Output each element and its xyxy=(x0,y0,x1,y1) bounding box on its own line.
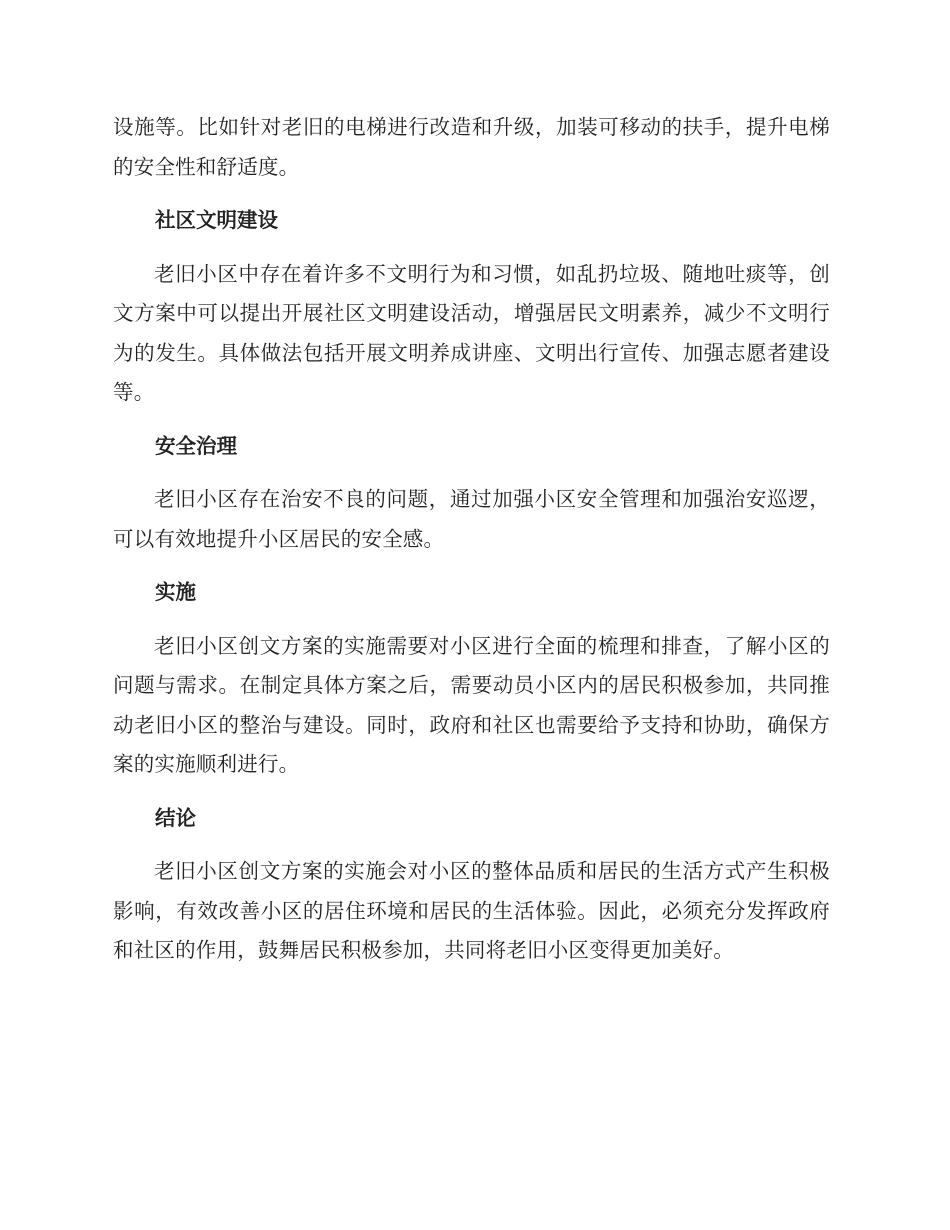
heading-civilization: 社区文明建设 xyxy=(155,208,278,232)
heading-conclusion: 结论 xyxy=(155,805,196,830)
paragraph-conclusion: 老旧小区创文方案的实施会对小区的整体品质和居民的生活方式产生积极影响，有效改善小区的居住环境和居民的生活体验。因此，必须充分发挥政府和社区的作用，鼓舞居民积极参加，共同将老旧小区变得更加美好。 xyxy=(113,859,830,962)
paragraph-intro: 设施等。比如针对老旧的电梯进行改造和升级，加装可移动的扶手，提升电梯的安全性和舒适度。 xyxy=(113,115,830,179)
heading-security: 安全治理 xyxy=(155,433,237,458)
paragraph-security: 老旧小区存在治安不良的问题，通过加强小区安全管理和加强治安巡逻，可以有效地提升小区居民的安全感。 xyxy=(113,487,830,551)
paragraph-civilization: 老旧小区中存在着许多不文明行为和习惯，如乱扔垃圾、随地吐痰等，创文方案中可以提出开展社区文明建设活动，增强居民文明素养，减少不文明行为的发生。具体做法包括开展文明养成讲座、文明出行宣传、加强志愿者建设等。 xyxy=(113,261,830,404)
paragraph-implementation: 老旧小区创文方案的实施需要对小区进行全面的梳理和排查，了解小区的问题与需求。在制定具体方案之后，需要动员小区内的居民积极参加，共同推动老旧小区的整治与建设。同时，政府和社区也需要给予支持和协助，确保方案的实施顺利进行。 xyxy=(113,633,830,776)
heading-implementation: 实施 xyxy=(155,580,196,604)
document-page xyxy=(113,108,830,971)
